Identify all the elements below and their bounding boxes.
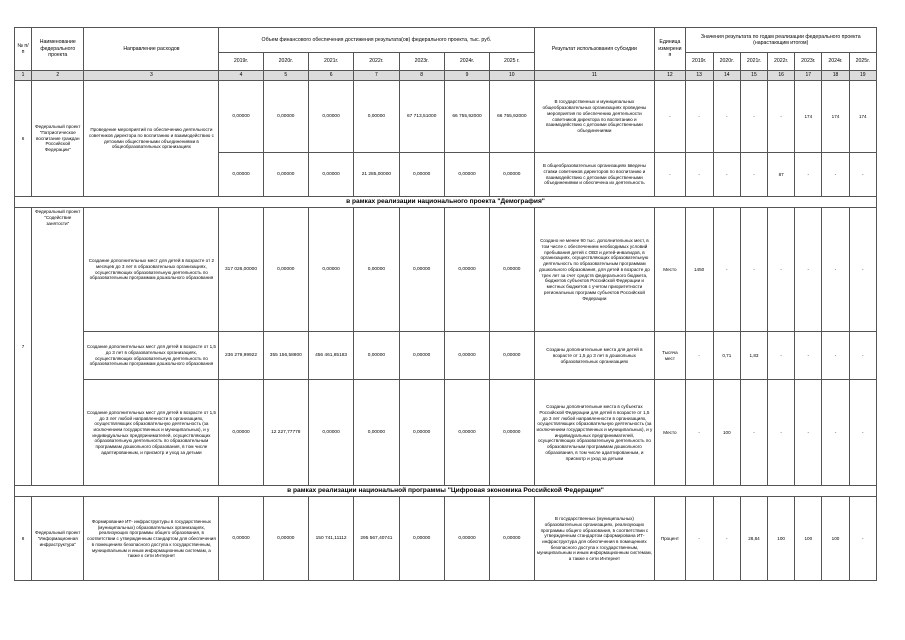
fin-year: 2020г. (263, 53, 308, 71)
fin-value: 0,00000 (399, 332, 444, 380)
result-value: - (849, 380, 876, 486)
fin-value: 0,00000 (263, 208, 308, 332)
fin-value: 0,00000 (354, 332, 399, 380)
fin-year: 2021г. (308, 53, 353, 71)
header-direction: Направление расходов (84, 28, 219, 71)
fin-value: 295 567,40741 (354, 497, 399, 581)
result-value: - (740, 153, 767, 197)
result-value: - (822, 380, 849, 486)
header-project-name: Наименование федерального проекта (32, 28, 84, 71)
fin-value: 0,00000 (490, 380, 534, 486)
result-value: - (685, 81, 713, 153)
fin-value: 0,00000 (354, 81, 399, 153)
direction-text: Формирование ИТ- инфраструктуры в государственных (муниципальных) образовательных организациях, реализующих программы общего образования, в соответствии с утвержденным стандартом для обеспечения в помещениях безопасного доступа к государственным, муниципальным и иным информационным системам, а также к сети Интернет (84, 497, 219, 581)
row-number: 6 (15, 81, 32, 197)
fin-value: 67 713,51000 (399, 81, 444, 153)
unit-text: Место (655, 208, 685, 332)
fin-value: 0,00000 (399, 208, 444, 332)
fin-value: 0,00000 (399, 153, 444, 197)
result-value: - (822, 153, 849, 197)
result-value: - (740, 380, 767, 486)
fin-value: 0,00000 (263, 497, 308, 581)
project-name: Федеральный проект "Содействие занятости" (32, 208, 84, 486)
fin-value: 21 285,00000 (354, 153, 399, 197)
fin-value: 66 755,92000 (444, 81, 489, 153)
column-number: 17 (795, 71, 822, 81)
fin-value: 0,00000 (219, 497, 263, 581)
result-value: 174 (849, 81, 876, 153)
fin-value: 0,00000 (308, 81, 353, 153)
fin-year: 2023г. (399, 53, 444, 71)
fin-value: 0,00000 (263, 81, 308, 153)
result-value: - (768, 332, 795, 380)
result-value: - (849, 153, 876, 197)
fin-value: 0,00000 (219, 380, 263, 486)
fin-value: 0,00000 (219, 81, 263, 153)
fin-value: 0,00000 (444, 497, 489, 581)
fin-value: 0,00000 (354, 380, 399, 486)
fin-value: 0,00000 (444, 380, 489, 486)
row-number: 8 (15, 497, 32, 581)
fin-value: 0,00000 (308, 380, 353, 486)
header-result: Результат использования субсидии (534, 28, 655, 71)
fin-year: 2025 г. (490, 53, 534, 71)
direction-text: Создание дополнительных мест для детей в возрасте от 1,5 до 3 лет любой направленности в организациях, осуществляющих образовательную деятельность (за исключением государственных и муниципальных), и у индивидуальных предпринимателей, осуществляющих образовательную деятельность по образовательным программам дошкольного образования, в том числе адаптированным, и присмотр и уход за детьми (84, 380, 219, 486)
result-value: - (685, 497, 713, 581)
result-value: - (822, 208, 849, 332)
column-number: 2 (32, 71, 84, 81)
res-year: 2019г. (685, 53, 713, 71)
project-name: Федеральный проект "Патриотическое воспитание граждан Российской Федерации" (32, 81, 84, 197)
result-value: - (685, 332, 713, 380)
result-value: - (795, 153, 822, 197)
column-number: 14 (713, 71, 740, 81)
unit-text: Место (655, 380, 685, 486)
fin-year: 2019г. (219, 53, 263, 71)
fin-value: 317 026,00000 (219, 208, 263, 332)
table-row (15, 81, 877, 153)
result-value: 0,71 (713, 332, 740, 380)
result-value: - (822, 332, 849, 380)
res-year: 2020г. (713, 53, 740, 71)
column-number: 12 (655, 71, 685, 81)
unit-text: - (655, 153, 685, 197)
direction-text: Создание дополнительных мест для детей в возрасте от 2 месяцев до 3 лет в образовательных организациях, осуществляющих образовательную деятельность по образовательным программам дошкольного образования (84, 208, 219, 332)
column-number: 4 (219, 71, 263, 81)
fin-value: 0,00000 (444, 153, 489, 197)
table-row (15, 380, 877, 486)
table-row (15, 497, 877, 581)
section-title-digital: в рамках реализации национальной программы "Цифровая экономика Российской Федерации" (15, 486, 877, 497)
unit-text: Тысяча мест (655, 332, 685, 380)
column-number: 8 (399, 71, 444, 81)
result-value: - (740, 81, 767, 153)
section-title-demography: в рамках реализации национального проекта "Демография" (15, 197, 877, 208)
fin-value: 12 227,77778 (263, 380, 308, 486)
result-value: 1,83 (740, 332, 767, 380)
fin-value: 66 755,92000 (490, 81, 534, 153)
result-value: 100 (822, 497, 849, 581)
result-value: - (849, 208, 876, 332)
fin-year: 2024г. (444, 53, 489, 71)
res-year: 2025г. (849, 53, 876, 71)
fin-value: 0,00000 (308, 153, 353, 197)
result-text: В государственных (муниципальных) образовательных организациях, реализующих программы общего образования, в соответствии с утвержденным стандартом сформирована ИТ-инфраструктура для обеспечения в помещениях безопасного доступа к государственным, муниципальным и иным информационным системам, а также к сети Интернет (534, 497, 655, 581)
res-year: 2024г. (822, 53, 849, 71)
column-number: 10 (490, 71, 534, 81)
result-text: Созданы дополнительные места для детей в возрасте от 1,5 до 3 лет в дошкольных образовательных организациях (534, 332, 655, 380)
fin-value: 0,00000 (490, 153, 534, 197)
fin-value: 0,00000 (490, 332, 534, 380)
result-value: - (713, 153, 740, 197)
result-value: - (849, 497, 876, 581)
result-value: - (795, 208, 822, 332)
result-text: Создано не менее 90 тыс. дополнительных мест, в том числе с обеспечением необходимых условий пребывания детей с ОВЗ и детей-инвалидов, в организациях, осуществляющих образовательную деятельность по образовательным программам дошкольного образования, для детей в возрасте до трех лет за счет средств федерального бюджета, бюджетов субъектов Российской Федерации и местных бюджетов с учетом приоритетности региональных программ субъектов Российской Федерации (534, 208, 655, 332)
header-values: Значения результата по годам реализации федерального проекта (нарастающим итогом) (685, 28, 876, 53)
column-number: 11 (534, 71, 655, 81)
res-year: 2022г. (768, 53, 795, 71)
unit-text: - (655, 81, 685, 153)
result-value: - (713, 81, 740, 153)
result-value: 174 (795, 81, 822, 153)
result-value: - (849, 332, 876, 380)
fin-value: 0,00000 (399, 380, 444, 486)
result-value: 100 (713, 380, 740, 486)
row-number: 7 (15, 208, 32, 486)
column-number: 9 (444, 71, 489, 81)
fin-value: 0,00000 (263, 153, 308, 197)
column-number: 3 (84, 71, 219, 81)
result-text: В государственных и муниципальных общеобразовательных организациях проведены мероприятия по обеспечению деятельности советников директора по воспитанию и взаимодействию с детскими общественными объединениями (534, 81, 655, 153)
result-value: 174 (822, 81, 849, 153)
fin-value: 150 741,11112 (308, 497, 353, 581)
column-number: 19 (849, 71, 876, 81)
unit-text: Процент (655, 497, 685, 581)
column-number: 5 (263, 71, 308, 81)
result-value: - (795, 332, 822, 380)
result-value: 87 (768, 153, 795, 197)
column-number: 16 (768, 71, 795, 81)
result-value: - (768, 208, 795, 332)
fin-value: 236 279,99922 (219, 332, 263, 380)
result-value: - (685, 153, 713, 197)
fin-value: 0,00000 (308, 208, 353, 332)
table-row (15, 332, 877, 380)
column-number: 6 (308, 71, 353, 81)
res-year: 2023г. (795, 53, 822, 71)
fin-value: 0,00000 (444, 208, 489, 332)
result-value: - (685, 380, 713, 486)
result-value: - (713, 497, 740, 581)
result-value: - (713, 208, 740, 332)
table-row (15, 208, 877, 332)
federal-projects-table (14, 27, 877, 581)
result-value: - (768, 81, 795, 153)
column-number: 15 (740, 71, 767, 81)
column-number: 7 (354, 71, 399, 81)
fin-value: 355 156,58800 (263, 332, 308, 380)
result-value: 1450 (685, 208, 713, 332)
result-value: 100 (768, 497, 795, 581)
result-value: 28,84 (740, 497, 767, 581)
header-no: № п/п (15, 28, 32, 71)
fin-value: 0,00000 (490, 208, 534, 332)
result-value: 100 (795, 497, 822, 581)
column-number: 13 (685, 71, 713, 81)
fin-value: 456 461,85183 (308, 332, 353, 380)
result-text: В общеобразовательных организациях введены ставки советников директоров по воспитанию и взаимодействию с детскими общественными объединениями и обеспечена их деятельность (534, 153, 655, 197)
column-number: 1 (15, 71, 32, 81)
header-unit: Единица измерения (655, 28, 685, 71)
result-value: - (740, 208, 767, 332)
fin-value: 0,00000 (354, 208, 399, 332)
fin-year: 2022г. (354, 53, 399, 71)
direction-text: Проведение мероприятий по обеспечению деятельности советников директора по воспитанию и взаимодействию с детскими общественными объединениями в общеобразовательных организациях (84, 81, 219, 197)
direction-text: Создание дополнительных мест для детей в возрасте от 1,5 до 3 лет в образовательных организациях, осуществляющих образовательную деятельность по образовательным программам дошкольного образования (84, 332, 219, 380)
header-financing: Объем финансового обеспечения достижения результата(ов) федерального проекта, тыс. руб. (219, 28, 534, 53)
res-year: 2021г. (740, 53, 767, 71)
fin-value: 0,00000 (490, 497, 534, 581)
fin-value: 0,00000 (399, 497, 444, 581)
result-text: Созданы дополнительные места в субъектах Российской Федерации для детей в возрасте от 1,5 до 3 лет любой направленности в организациях, осуществляющих образовательную деятельность (за исключением государственных и муниципальных), и у индивидуальных предпринимателей, осуществляющих образовательную деятельность по образовательным программам дошкольного образования, в том числе адаптированным, и присмотр и уход за детьми (534, 380, 655, 486)
result-value: - (795, 380, 822, 486)
project-name: Федеральный проект "Информационная инфраструктура" (32, 497, 84, 581)
result-value: - (768, 380, 795, 486)
fin-value: 0,00000 (219, 153, 263, 197)
column-number: 18 (822, 71, 849, 81)
fin-value: 0,00000 (444, 332, 489, 380)
